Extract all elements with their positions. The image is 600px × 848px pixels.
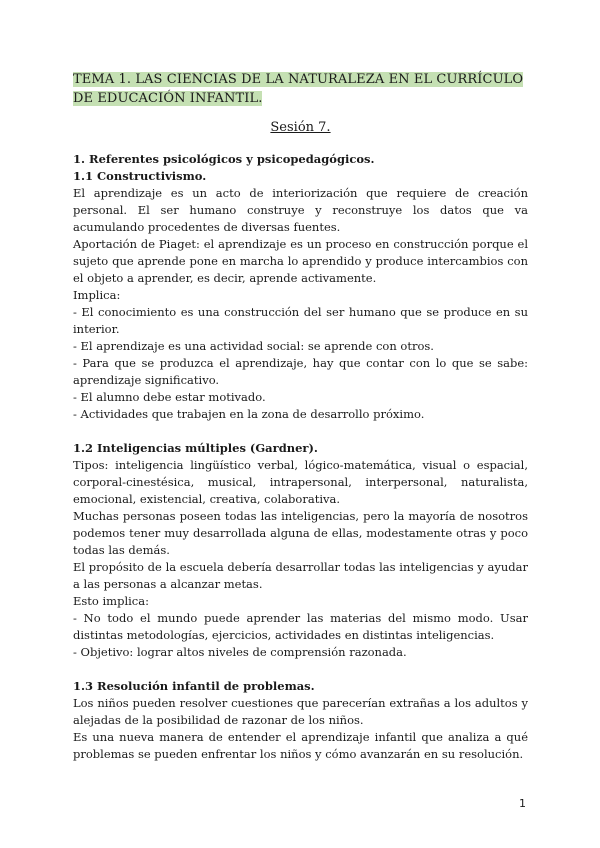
paragraph: El propósito de la escuela debería desarrollar todas las inteligencias y ayudar a las personas a alcanzar metas. [73, 560, 528, 591]
page-number: 1 [519, 797, 526, 810]
paragraph: Implica: [73, 288, 121, 302]
list-item: - Para que se produzca el aprendizaje, hay que contar con lo que se sabe: aprendizaje significativo. [73, 356, 528, 387]
list-item: - El aprendizaje es una actividad social: se aprende con otros. [73, 339, 434, 353]
subsection-1-3-heading: 1.3 Resolución infantil de problemas. [73, 679, 315, 693]
document-page [73, 70, 528, 763]
spacer [73, 423, 528, 440]
subsection-1-3-body [73, 695, 528, 763]
subsection-1-1-body [73, 185, 528, 423]
list-item: - Objetivo: lograr altos niveles de comprensión razonada. [73, 645, 407, 659]
paragraph: Muchas personas poseen todas las inteligencias, pero la mayoría de nosotros podemos tener muy desarrollada alguna de ellas, modestamente otras y poco todas las demás. [73, 509, 528, 557]
paragraph: Es una nueva manera de entender el aprendizaje infantil que analiza a qué problemas se pueden enfrentar los niños y cómo avanzarán en su resolución. [73, 730, 528, 761]
title-line-2: DE EDUCACIÓN INFANTIL. [73, 91, 263, 106]
paragraph: Los niños pueden resolver cuestiones que parecerían extrañas a los adultos y alejadas de la posibilidad de razonar de los niños. [73, 696, 528, 727]
paragraph: El aprendizaje es un acto de interiorización que requiere de creación personal. El ser humano construye y reconstruye los datos que va acumulando procedentes de diversas fuentes. [73, 186, 528, 234]
section-1-heading: 1. Referentes psicológicos y psicopedagógicos. [73, 152, 375, 166]
list-item: - Actividades que trabajen en la zona de desarrollo próximo. [73, 407, 425, 421]
paragraph: Esto implica: [73, 594, 149, 608]
spacer [73, 661, 528, 678]
list-item: - El conocimiento es una construcción del ser humano que se produce en su interior. [73, 305, 528, 336]
list-item: - No todo el mundo puede aprender las materias del mismo modo. Usar distintas metodologías, ejercicios, actividades en distintas inteligencias. [73, 611, 528, 642]
paragraph: Tipos: inteligencia lingüístico verbal, lógico-matemática, visual o espacial, corporal-cinestésica, musical, intrapersonal, interpersonal, naturalista, emocional, existencial, creativa, colaborativa. [73, 458, 528, 506]
paragraph: Aportación de Piaget: el aprendizaje es un proceso en construcción porque el sujeto que aprende pone en marcha lo aprendido y produce intercambios con el objeto a aprender, es decir, aprende activamente. [73, 237, 528, 285]
list-item: - El alumno debe estar motivado. [73, 390, 266, 404]
subsection-1-2-heading: 1.2 Inteligencias múltiples (Gardner). [73, 441, 318, 455]
document-title [73, 70, 528, 108]
session-label: Sesión 7. [270, 120, 331, 135]
subsection-1-2-body [73, 457, 528, 661]
title-line-1: TEMA 1. LAS CIENCIAS DE LA NATURALEZA EN EL CURRÍCULO [73, 72, 524, 87]
subsection-1-1-heading: 1.1 Constructivismo. [73, 169, 207, 183]
